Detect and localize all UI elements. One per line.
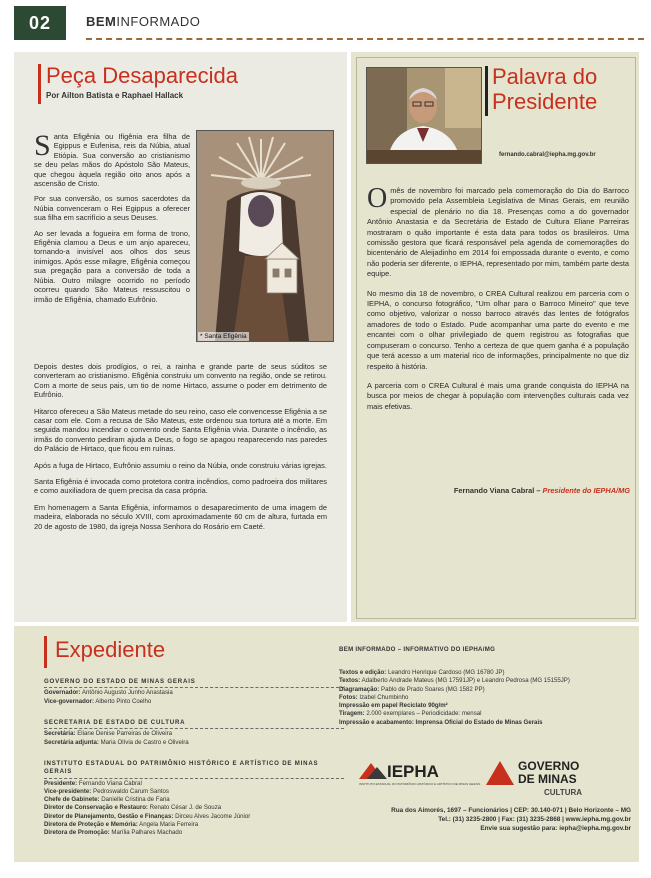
credit-line: Chefe de Gabinete: Danielle Cristina de Faria — [44, 796, 170, 804]
paragraph: Ao ser levada a fogueira em forma de trono, Efigênia clamou a Deus e um anjo apareceu, tornando-a invisível aos olhos dos seus inimigos. Após esse milagre, Efigênia começou sua pregação para a conversão de toda a Núbia. Outro milagre ocorrido no período ocorreu quando São Mateus ressuscitou o irmão de Efigênia, chamado Eufrônio. — [34, 228, 190, 304]
credit-line: Diretora de Promoção: Marília Palhares Machado — [44, 829, 183, 837]
santa-efigenia-image — [196, 130, 334, 342]
page-number: 02 — [14, 6, 66, 40]
president-signature: Fernando Viana Cabral – Presidente do IEPHA/MG — [453, 486, 630, 495]
credit-line: Impressão e acabamento: Imprensa Oficial do Estado de Minas Gerais — [339, 718, 543, 726]
president-column-title — [492, 64, 597, 114]
credit-line: Textos e edição: Leandro Henrique Cardoso (MG 16780 JP) — [339, 669, 505, 676]
address-line: Rua dos Aimorés, 1697 – Funcionários | CEP: 30.140-071 | Belo Horizonte – MG — [391, 807, 631, 814]
block-heading: GOVERNO DO ESTADO DE MINAS GERAIS — [44, 678, 344, 688]
title-accent-bar — [485, 66, 488, 116]
credit-line: Vice-governador: Alberto Pinto Coelho — [44, 697, 152, 705]
iepha-block — [44, 760, 344, 838]
credit-line: Diagramação: Pablo de Prado Soares (MG 1582 PP) — [339, 685, 485, 693]
credit-line: Impressão em papel Reciclato 90g/m² — [339, 702, 448, 710]
credit-line: Secretária adjunta: Maria Olívia de Castro e Oliveira — [44, 738, 189, 746]
header-divider — [86, 38, 644, 40]
paragraph: A parceria com o CREA Cultural é mais uma grande conquista do IEPHA na busca por meios de chegar à população com intervenções culturais cada vez mais efetivas. — [367, 380, 629, 411]
secretaria-block — [44, 719, 344, 747]
title-accent-bar — [38, 64, 41, 104]
credit-line: Diretor de Conservação e Restauro: Renato César J. de Souza — [44, 804, 222, 812]
governo-block — [44, 678, 344, 706]
iepha-logo-mark — [357, 757, 481, 787]
iepha-logo-subtext: INSTITUTO ESTADUAL DO PATRIMÔNIO HISTÓRICO E ARTÍSTICO DE MINAS GERAIS — [359, 782, 481, 786]
article-column-full — [34, 362, 327, 538]
governo-logo-mark — [484, 755, 609, 797]
paragraph: Por sua conversão, os sumos sacerdotes da Núbia convenceram o Rei Egippus a oferecer sua filha em sacrifício a seus Deuses. — [34, 194, 190, 223]
address-line: Tel.: (31) 3235-2800 | Fax: (31) 3235-2868 | www.iepha.mg.gov.br — [438, 816, 631, 824]
bem-informado-credits — [339, 669, 629, 727]
dropcap: S — [34, 129, 51, 162]
brand-regular: INFORMADO — [116, 14, 201, 29]
dropcap: O — [367, 183, 388, 214]
paragraph: Hitarco ofereceu a São Mateus metade do seu reino, caso ele convencesse Efigênia a se casar com ele. Com a recusa de São Mateus, este ordenou sua tortura até a morte. Em seguida mandou incendiar o convento onde Santa Efigênia vivia. Durante o incêndio, as irmãs do convento pediram ajuda a Deus, o fogo se apagou reaparecendo nas paredes do Palácio de Hirtaco, que ficou em ruínas. — [34, 406, 327, 454]
credit-line: Presidente: Fernando Viana Cabral — [44, 779, 142, 787]
article-byline: Por Ailton Batista e Raphael Hallack — [46, 91, 184, 100]
block-heading: SECRETARIA DE ESTADO DE CULTURA — [44, 719, 344, 729]
credit-line: Diretor de Planejamento, Gestão e Finanças: Dirceu Alves Jacome Júnior — [44, 812, 251, 820]
paragraph: Em homenagem a Santa Efigênia, informamos o desaparecimento de uma imagem de madeira, elaborada no século XVIII, com aproximadamente 60 cm de altura, furtada em 20 de agosto de 1980, da igreja Nossa Senhora do Rosário em Caeté. — [34, 502, 327, 531]
gov-logo-sub: CULTURA — [544, 788, 583, 797]
paragraph: O mês de novembro foi marcado pela comemoração do Dia do Barroco promovido pela Assembleia Legislativa de Minas Gerais, em reunião especial de plenário no dia 18. Presenças como a do governador Antônio Anastasia e da Secretária de Estado de Cultura Eliane Parreiras mostraram o quão importante é esta data para todos os brasileiros. Uma comissão gestora que ficará responsável pela agenda de comemorações do bicentenário de Aleijadinho em 2014 foi empossada durante o evento, e como não poderia ser diferente, o IEPHA, representado por mim, também parte desta equipe. — [367, 183, 629, 279]
credit-line: Textos: Adalberto Andrade Mateus (MG 17591JP) e Leandro Pedrosa (MG 15155JP) — [339, 677, 570, 685]
bem-informado-heading: BEM INFORMADO – INFORMATIVO DO IEPHA/MG — [339, 646, 496, 653]
president-photo — [366, 67, 482, 164]
statue-illustration — [197, 131, 333, 341]
image-caption: * Santa Efigênia — [200, 333, 247, 340]
block-heading: INSTITUTO ESTADUAL DO PATRIMÔNIO HISTÓRICO E ARTÍSTICO DE MINAS GERAIS — [44, 760, 344, 779]
paragraph: No mesmo dia 18 de novembro, o CREA Cultural realizou em parceria com o IEPHA, o concurso fotográfico, "Um olhar para o Barroco Mineiro" que teve como objetivo, valorizar o nosso barroco através das lentes de fotógrafos amadores de todo o Estado. Pude acompanhar uma parte do evento e me encantei com o olhar privilegiado de quem registrou as fotografias que compuseram o concurso. Tenho a certeza de que quem ganha é a população que terá acesso a um material rico de informações, principalmente no que diz respeito à história. — [367, 288, 629, 371]
governo-minas-logo — [484, 755, 609, 797]
article-column-left — [34, 129, 190, 310]
article-title: Peça Desaparecida — [46, 63, 239, 88]
president-illustration — [367, 68, 481, 163]
credit-line: Governador: Antônio Augusto Junho Anastasia — [44, 689, 173, 697]
expediente-title: Expediente — [55, 637, 166, 662]
credit-line: Vice-presidente: Pedroswaldo Carum Santos — [44, 787, 169, 795]
iepha-logo-text: IEPHA — [387, 762, 439, 781]
president-column-text — [367, 183, 629, 421]
title-line-2: Presidente — [492, 89, 598, 114]
credit-line: Fotos: Izabel Chumbinho — [339, 693, 409, 701]
credit-line: Secretária: Eliane Denise Parreiras de Oliveira — [44, 730, 173, 738]
paragraph: Depois destes dois prodígios, o rei, a rainha e grande parte de seus súditos se converteram ao cristianismo. Efigênia construiu um convento na região, onde se retirou. Com a morte de seus pais, um tio de nome Hirtaco, assume o poder em detrimento de Eufrônio. — [34, 362, 327, 400]
credit-line: Diretora de Proteção e Memória: Angela Maria Ferreira — [44, 821, 199, 829]
brand-bold: BEM — [86, 14, 117, 29]
paragraph: Após a fuga de Hirtaco, Eufrônio assumiu o reino da Núbia, onde construiu várias igrejas. — [34, 460, 327, 470]
contact-address — [345, 806, 631, 834]
iepha-logo — [357, 757, 481, 787]
president-email: fernando.cabral@iepha.mg.gov.br — [499, 152, 596, 158]
brand-name — [86, 14, 200, 29]
title-accent-bar — [44, 636, 47, 668]
address-line: Envie sua sugestão para: iepha@iepha.mg.gov.br — [480, 825, 631, 833]
credit-line: Tiragem: 2.000 exemplares – Periodicidade: mensal — [339, 710, 482, 718]
paragraph: Santa Efigênia é invocada como protetora contra incêndios, como padroeira dos militares e como auxiliadora de quem precisa da casa própria. — [34, 477, 327, 496]
signature-role: Presidente do IEPHA/MG — [542, 486, 630, 495]
paragraph: Santa Efigênia ou Ifigênia era filha de Egippus e Eufenisa, reis da Núbia, atual Etiópia. Sua conversão ao cristianismo se deu pelas mãos do Apóstolo São Mateus, que chegou àquela região oito anos após a ascensão de Cristo. — [34, 129, 190, 189]
title-line-1: Palavra do — [492, 64, 598, 89]
gov-logo-line2: DE MINAS — [518, 772, 577, 786]
gov-logo-line1: GOVERNO — [518, 759, 580, 773]
